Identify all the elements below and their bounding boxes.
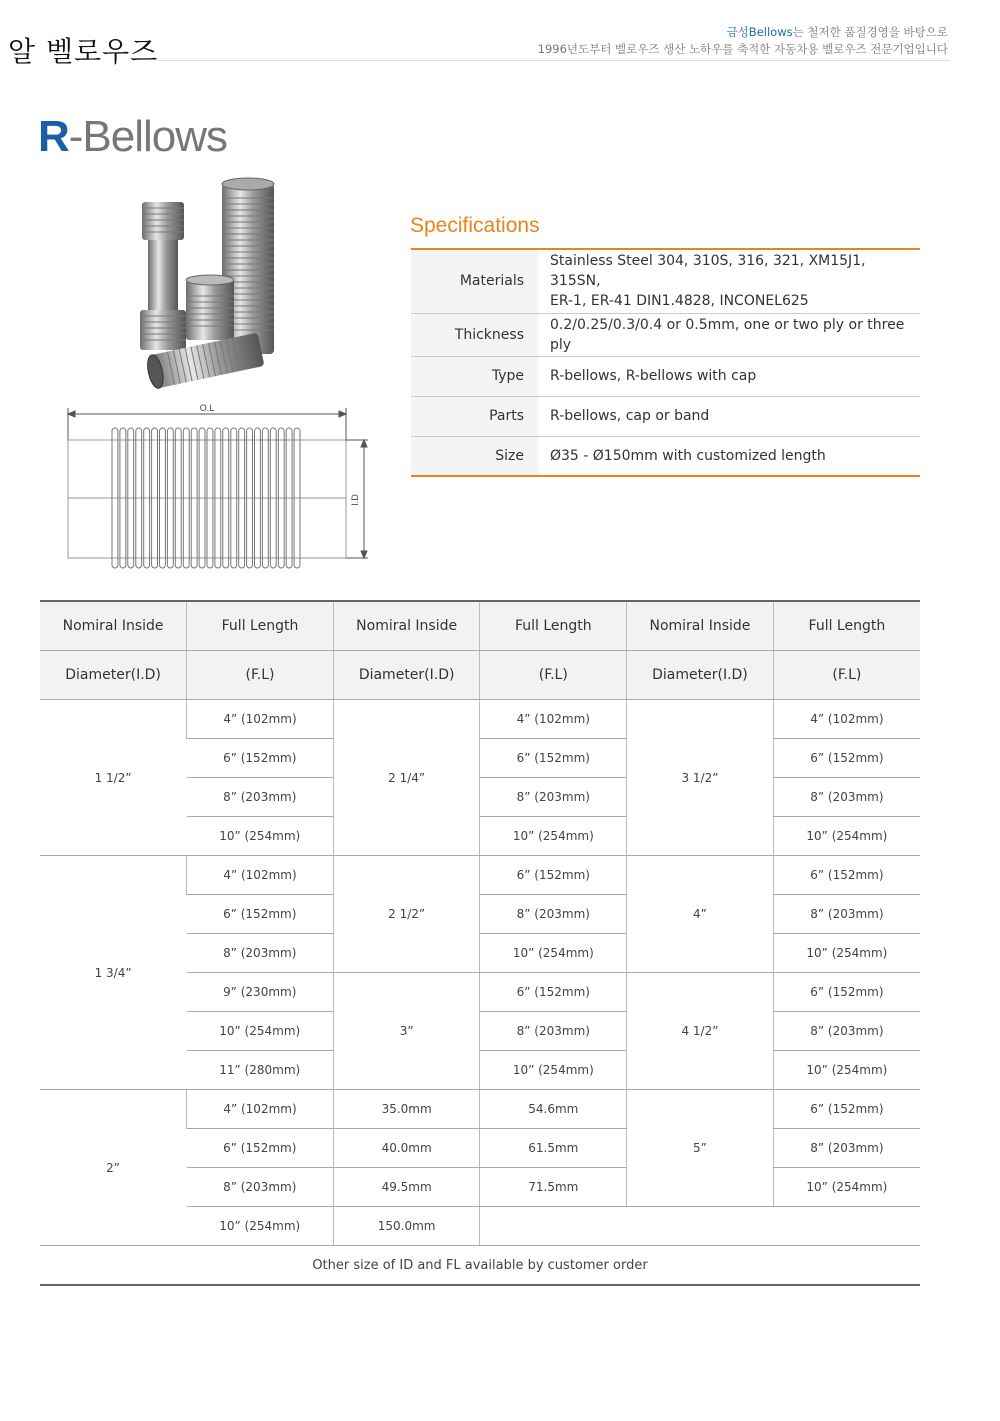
header-id: Nomiral Inside [627,601,774,651]
spec-value: R-bellows, cap or band [538,396,920,436]
technical-drawing [60,400,380,570]
extra-cell: 35.0mm [333,1090,480,1129]
id-cell: 3 1/2” [627,700,774,856]
fl-cell: 6” (152mm) [480,856,627,895]
spec-value: Stainless Steel 304, 310S, 316, 321, XM15J1, 315SN, ER-1, ER-41 DIN1.4828, INCONEL625 [538,249,920,313]
fl-cell: 10” (254mm) [773,1168,920,1207]
fl-cell: 4” (102mm) [187,856,334,895]
header-fl: Full Length [480,601,627,651]
id-cell: 4” [627,856,774,973]
table-row [40,1090,920,1129]
header-fl: Full Length [187,601,334,651]
fl-cell: 8” (203mm) [773,1129,920,1168]
ol-label: O.L [199,403,215,413]
fl-cell: 8” (203mm) [773,1012,920,1051]
fl-cell: 8” (203mm) [480,1012,627,1051]
fl-cell: 6” (152mm) [480,973,627,1012]
header-fl: Full Length [773,601,920,651]
fl-cell: 6” (152mm) [480,739,627,778]
tagline-line1: 는 철저한 품질경영을 바탕으로 [792,25,948,39]
fl-cell: 8” (203mm) [187,778,334,817]
fl-cell: 10” (254mm) [480,817,627,856]
fl-cell: 8” (203mm) [773,778,920,817]
fl-cell: 10” (254mm) [480,934,627,973]
extra-cell: 61.5mm [480,1129,627,1168]
fl-cell: 8” (203mm) [187,1168,334,1207]
fl-cell: 10” (254mm) [187,1012,334,1051]
spec-row-materials [411,249,920,313]
fl-cell: 4” (102mm) [187,700,334,739]
spec-key: Parts [411,396,538,436]
extra-cell: 150.0mm [333,1207,480,1246]
id-cell: 5” [627,1090,774,1207]
header-fl-sub: (F.L) [480,651,627,700]
fl-cell: 4” (102mm) [187,1090,334,1129]
fl-cell: 10” (254mm) [773,934,920,973]
extra-cell: 40.0mm [333,1129,480,1168]
specifications-heading: Specifications [410,214,540,237]
fl-cell: 10” (254mm) [773,1051,920,1090]
fl-cell: 10” (254mm) [187,1207,334,1246]
id-cell: 2” [40,1090,187,1246]
id-cell: 1 1/2” [40,700,187,856]
spec-value: 0.2/0.25/0.3/0.4 or 0.5mm, one or two ply or three ply [538,313,920,356]
fl-cell: 9” (230mm) [187,973,334,1012]
product-photo [130,170,305,390]
spec-value: R-bellows, R-bellows with cap [538,356,920,396]
fl-cell: 10” (254mm) [480,1051,627,1090]
fl-cell: 10” (254mm) [773,817,920,856]
table-note: Other size of ID and FL available by customer order [40,1246,920,1286]
spec-row-thickness [411,313,920,356]
specifications-table [411,248,920,477]
tagline-line2: 1996년도부터 벨로우즈 생산 노하우를 축적한 자동차용 벨로우즈 전문기업입니다 [537,42,948,56]
company-tagline [538,24,948,58]
spec-key: Materials [411,249,538,313]
id-cell: 4 1/2” [627,973,774,1090]
fl-cell: 4” (102mm) [773,700,920,739]
id-label: I.D [350,494,360,506]
fl-cell: 8” (203mm) [773,895,920,934]
fl-cell: 6” (152mm) [773,973,920,1012]
empty-cell [480,1207,920,1246]
id-cell: 1 3/4” [40,856,187,1090]
fl-cell: 10” (254mm) [187,817,334,856]
header-id-sub: Diameter(I.D) [333,651,480,700]
spec-key: Thickness [411,313,538,356]
extra-cell: 49.5mm [333,1168,480,1207]
table-header-row [40,651,920,700]
header-fl-sub: (F.L) [187,651,334,700]
product-title: R-Bellows [38,112,228,161]
id-cell: 3” [333,973,480,1090]
table-row [40,700,920,739]
spec-row-parts [411,396,920,436]
fl-cell: 8” (203mm) [480,778,627,817]
id-cell: 2 1/4” [333,700,480,856]
fl-cell: 6” (152mm) [773,739,920,778]
fl-cell: 4” (102mm) [480,700,627,739]
spec-value: Ø35 - Ø150mm with customized length [550,447,826,464]
extra-cell: 54.6mm [480,1090,627,1129]
fl-cell: 6” (152mm) [187,895,334,934]
table-note-row [40,1246,920,1286]
header-fl-sub: (F.L) [773,651,920,700]
page-title: 알 벨로우즈 [8,35,159,68]
bellows-small [186,275,234,340]
fl-cell: 11” (280mm) [187,1051,334,1090]
extra-cell: 71.5mm [480,1168,627,1207]
brand-name: 금성Bellows [726,25,793,39]
spec-row-type [411,356,920,396]
fl-cell: 6” (152mm) [187,1129,334,1168]
size-table [40,600,920,1286]
spec-key: Type [411,356,538,396]
header-id-sub: Diameter(I.D) [40,651,187,700]
header-divider [158,60,950,61]
fl-cell: 6” (152mm) [773,1090,920,1129]
fl-cell: 8” (203mm) [187,934,334,973]
fl-cell: 6” (152mm) [187,739,334,778]
spec-key: Size [411,436,538,476]
fl-cell: 8” (203mm) [480,895,627,934]
header-id: Nomiral Inside [40,601,187,651]
table-row [40,856,920,895]
spec-row-size [411,436,920,476]
table-header-row [40,601,920,651]
id-cell: 2 1/2” [333,856,480,973]
bellows-left [140,202,186,350]
fl-cell: 6” (152mm) [773,856,920,895]
header-id-sub: Diameter(I.D) [627,651,774,700]
header-id: Nomiral Inside [333,601,480,651]
